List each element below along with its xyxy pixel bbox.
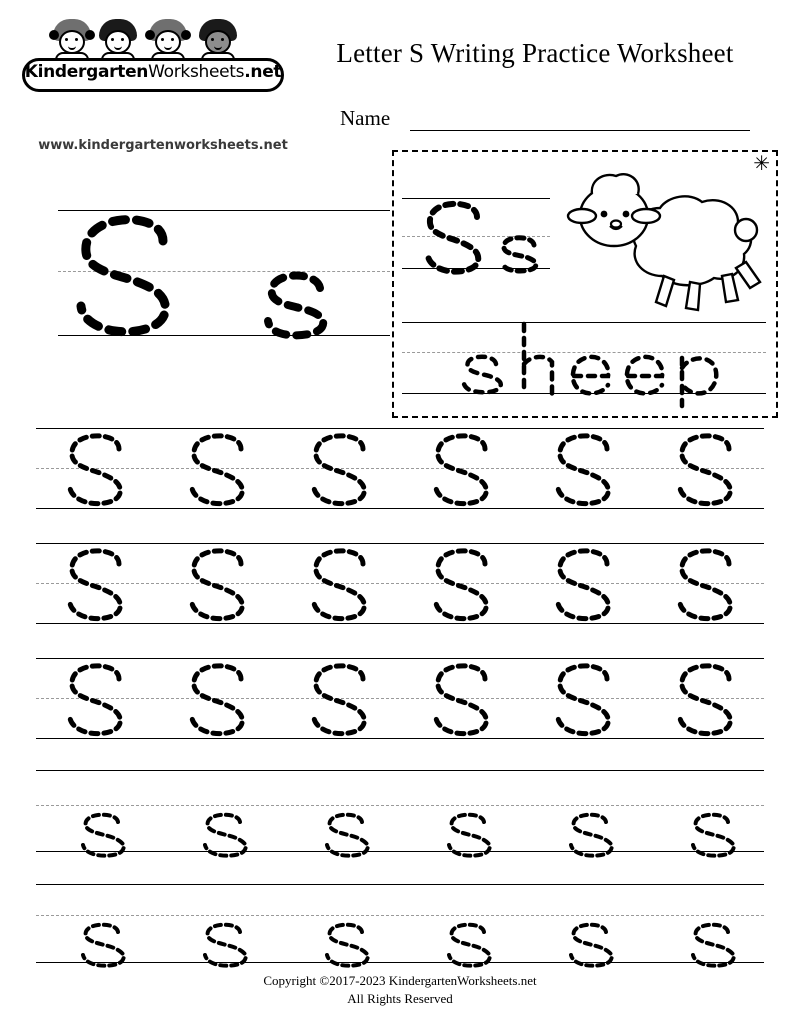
logo-word-net: .net — [244, 62, 282, 82]
logo-wordmark — [22, 62, 284, 82]
picbox-lowercase-s-trace — [498, 236, 544, 272]
practice-letter-4-5[interactable] — [562, 812, 618, 860]
practice-letter-3-1[interactable] — [62, 662, 130, 740]
page-title: Letter S Writing Practice Worksheet — [336, 38, 734, 68]
practice-letter-2-3[interactable] — [306, 547, 374, 625]
practice-letter-3-2[interactable] — [184, 662, 252, 740]
demo-lowercase-s-trace — [262, 272, 334, 338]
picture-word-trace — [452, 316, 732, 406]
logo-word-worksheets: Worksheets — [148, 62, 245, 82]
practice-letter-2-4[interactable] — [428, 547, 496, 625]
demo-uppercase-S-trace — [70, 214, 180, 336]
row4-top-line — [36, 770, 764, 771]
practice-letter-1-2[interactable] — [184, 432, 252, 510]
row2-mid-line — [36, 583, 764, 584]
practice-letter-2-2[interactable] — [184, 547, 252, 625]
practice-letter-4-2[interactable] — [196, 812, 252, 860]
demo-top-line — [58, 210, 390, 211]
row1-top-line — [36, 428, 764, 429]
footer-rights: All Rights Reserved — [347, 991, 453, 1006]
practice-letter-1-4[interactable] — [428, 432, 496, 510]
row1-base-line — [36, 508, 764, 509]
practice-letter-4-3[interactable] — [318, 812, 374, 860]
name-field-row — [340, 106, 760, 136]
practice-letter-5-1[interactable] — [74, 922, 130, 970]
practice-letter-5-3[interactable] — [318, 922, 374, 970]
practice-letter-1-5[interactable] — [550, 432, 618, 510]
practice-letter-3-4[interactable] — [428, 662, 496, 740]
practice-letter-5-5[interactable] — [562, 922, 618, 970]
row5-mid-line — [36, 915, 764, 916]
footer — [0, 972, 800, 1008]
practice-letter-4-6[interactable] — [684, 812, 740, 860]
row3-top-line — [36, 658, 764, 659]
row2-base-line — [36, 623, 764, 624]
practice-letter-5-2[interactable] — [196, 922, 252, 970]
row5-base-line — [36, 962, 764, 963]
practice-letter-3-5[interactable] — [550, 662, 618, 740]
row5-top-line — [36, 884, 764, 885]
practice-letter-2-5[interactable] — [550, 547, 618, 625]
practice-letter-4-1[interactable] — [74, 812, 130, 860]
picbox-uppercase-S-trace — [420, 200, 488, 270]
practice-letter-5-6[interactable] — [684, 922, 740, 970]
practice-letter-5-4[interactable] — [440, 922, 496, 970]
sheep-illustration — [540, 160, 766, 320]
practice-letter-4-4[interactable] — [440, 812, 496, 860]
site-url: www.kindergartenworksheets.net — [38, 138, 288, 153]
practice-letter-3-3[interactable] — [306, 662, 374, 740]
row3-mid-line — [36, 698, 764, 699]
practice-letter-1-1[interactable] — [62, 432, 130, 510]
footer-copyright: Copyright ©2017-2023 KindergartenWorksheets.net — [263, 973, 537, 988]
practice-letter-3-6[interactable] — [672, 662, 740, 740]
practice-letter-1-3[interactable] — [306, 432, 374, 510]
site-logo[interactable] — [22, 18, 288, 153]
row3-base-line — [36, 738, 764, 739]
name-input-line[interactable] — [410, 130, 750, 131]
practice-letter-2-6[interactable] — [672, 547, 740, 625]
name-label: Name — [340, 106, 391, 130]
star-icon: ✳ — [753, 153, 770, 175]
row2-top-line — [36, 543, 764, 544]
row4-mid-line — [36, 805, 764, 806]
practice-letter-2-1[interactable] — [62, 547, 130, 625]
logo-word-kindergarten: Kindergarten — [24, 62, 149, 82]
picbox-top-line — [402, 198, 550, 199]
practice-letter-1-6[interactable] — [672, 432, 740, 510]
row1-mid-line — [36, 468, 764, 469]
row4-base-line — [36, 851, 764, 852]
